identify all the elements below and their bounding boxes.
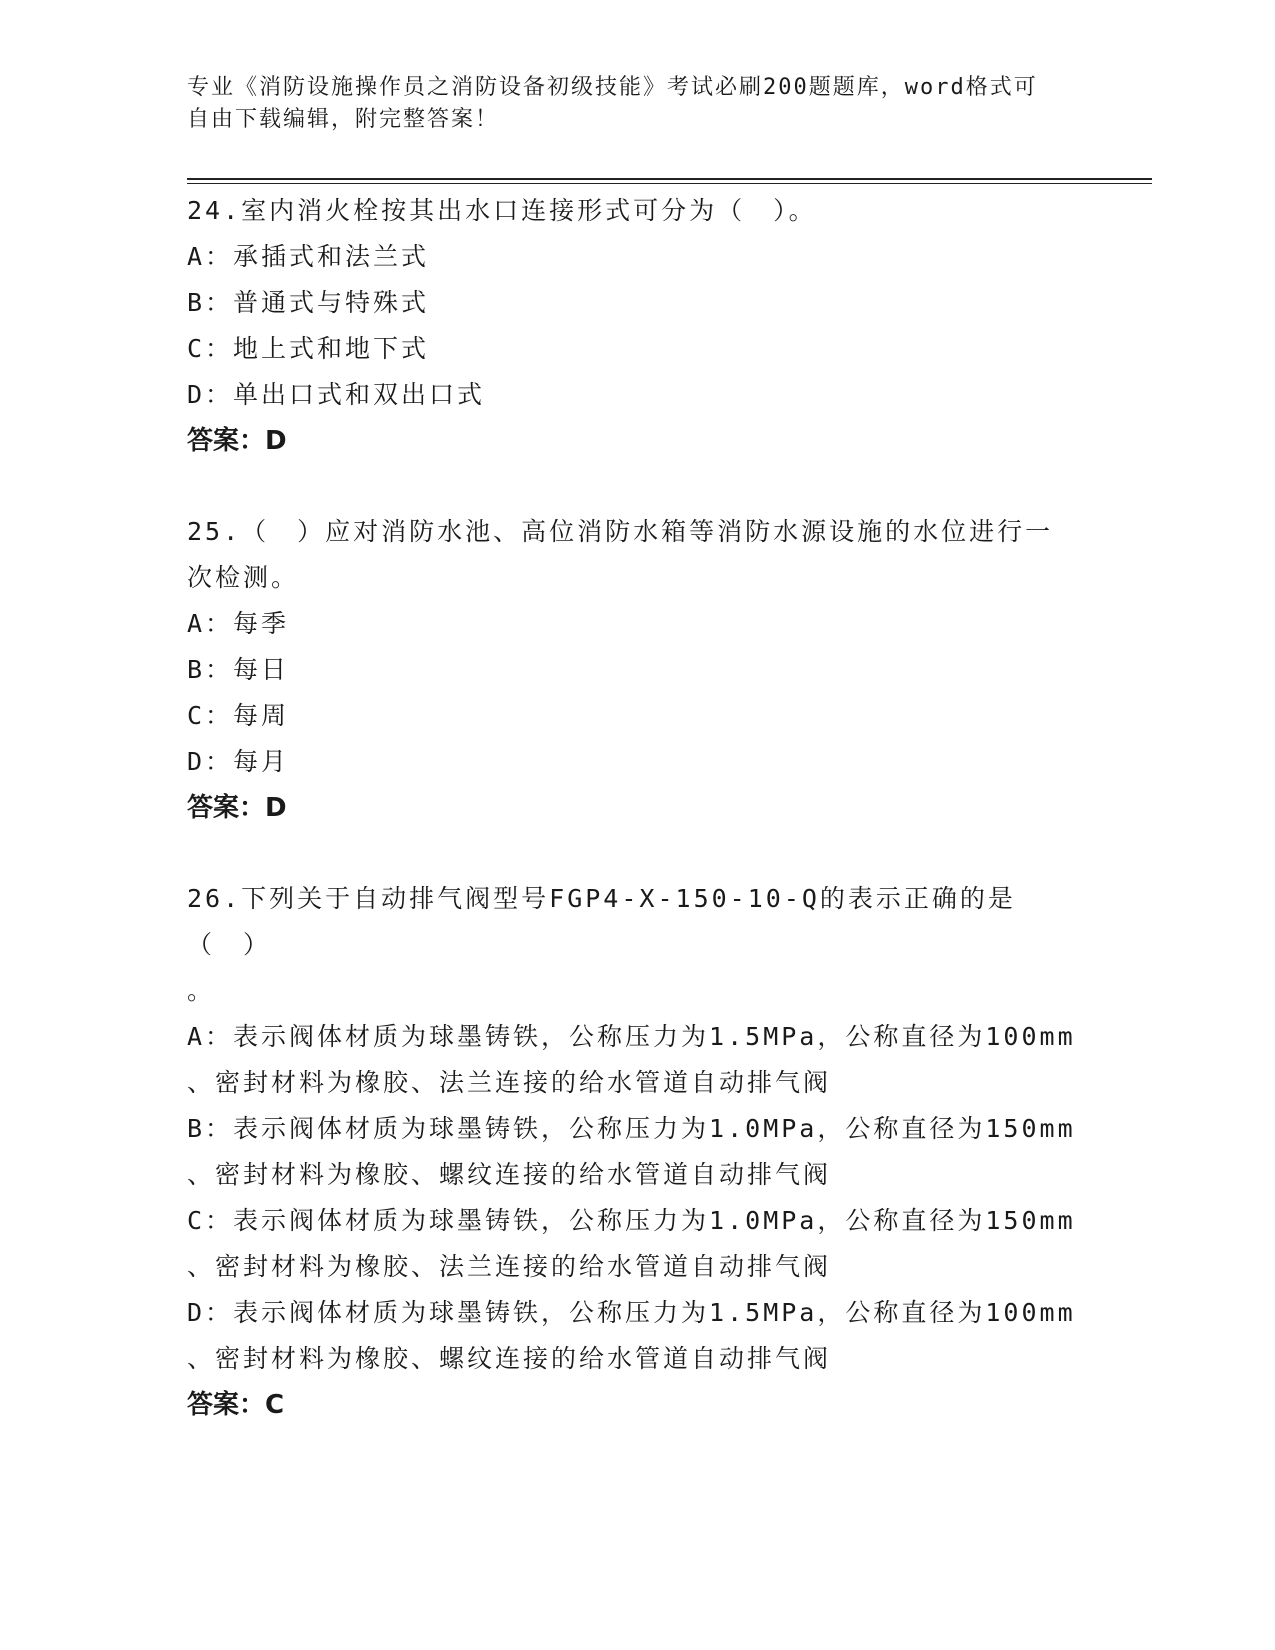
question-text: 24.室内消火栓按其出水口连接形式可分为（ ）。 [187, 196, 817, 225]
question-24 [187, 188, 1087, 464]
question-text-line-2: 。 [187, 976, 216, 1005]
option-b: B：每日 [187, 655, 290, 684]
option-c-line-1: C：表示阀体材质为球墨铸铁，公称压力为1.0MPa，公称直径为150mm [187, 1206, 1076, 1235]
answer: 答案：D [187, 426, 287, 456]
question-text-line-2: 次检测。 [187, 563, 300, 592]
question-26 [187, 876, 1087, 1428]
question-text-line-1: 26.下列关于自动排气阀型号FGP4-X-150-10-Q的表示正确的是（ ） [187, 884, 1016, 959]
option-a: A：每季 [187, 609, 290, 638]
option-a-line-1: A：表示阀体材质为球墨铸铁，公称压力为1.5MPa，公称直径为100mm [187, 1022, 1076, 1051]
option-c-line-2: 、密封材料为橡胶、法兰连接的给水管道自动排气阀 [187, 1252, 832, 1281]
option-b-line-2: 、密封材料为橡胶、螺纹连接的给水管道自动排气阀 [187, 1160, 832, 1189]
option-d-line-2: 、密封材料为橡胶、螺纹连接的给水管道自动排气阀 [187, 1344, 832, 1373]
header-rule-thick [187, 178, 1152, 180]
option-c: C：每周 [187, 701, 290, 730]
header-line-2: 自由下载编辑，附完整答案！ [187, 107, 500, 132]
option-b: B：普通式与特殊式 [187, 288, 430, 317]
option-a: A：承插式和法兰式 [187, 242, 430, 271]
option-d: D：每月 [187, 747, 290, 776]
option-c: C：地上式和地下式 [187, 334, 430, 363]
option-b-line-1: B：表示阀体材质为球墨铸铁，公称压力为1.0MPa，公称直径为150mm [187, 1114, 1076, 1143]
document-header [187, 72, 1067, 136]
answer: 答案：C [187, 1390, 285, 1420]
header-rule-thin [187, 183, 1152, 184]
option-a-line-2: 、密封材料为橡胶、法兰连接的给水管道自动排气阀 [187, 1068, 832, 1097]
answer: 答案：D [187, 793, 287, 823]
header-line-1: 专业《消防设施操作员之消防设备初级技能》考试必刷200题题库，word格式可 [187, 75, 1038, 100]
question-25 [187, 509, 1087, 831]
question-text-line-1: 25.（ ）应对消防水池、高位消防水箱等消防水源设施的水位进行一 [187, 517, 1054, 546]
option-d: D：单出口式和双出口式 [187, 380, 486, 409]
question-list [187, 188, 1087, 1473]
option-d-line-1: D：表示阀体材质为球墨铸铁，公称压力为1.5MPa，公称直径为100mm [187, 1298, 1076, 1327]
